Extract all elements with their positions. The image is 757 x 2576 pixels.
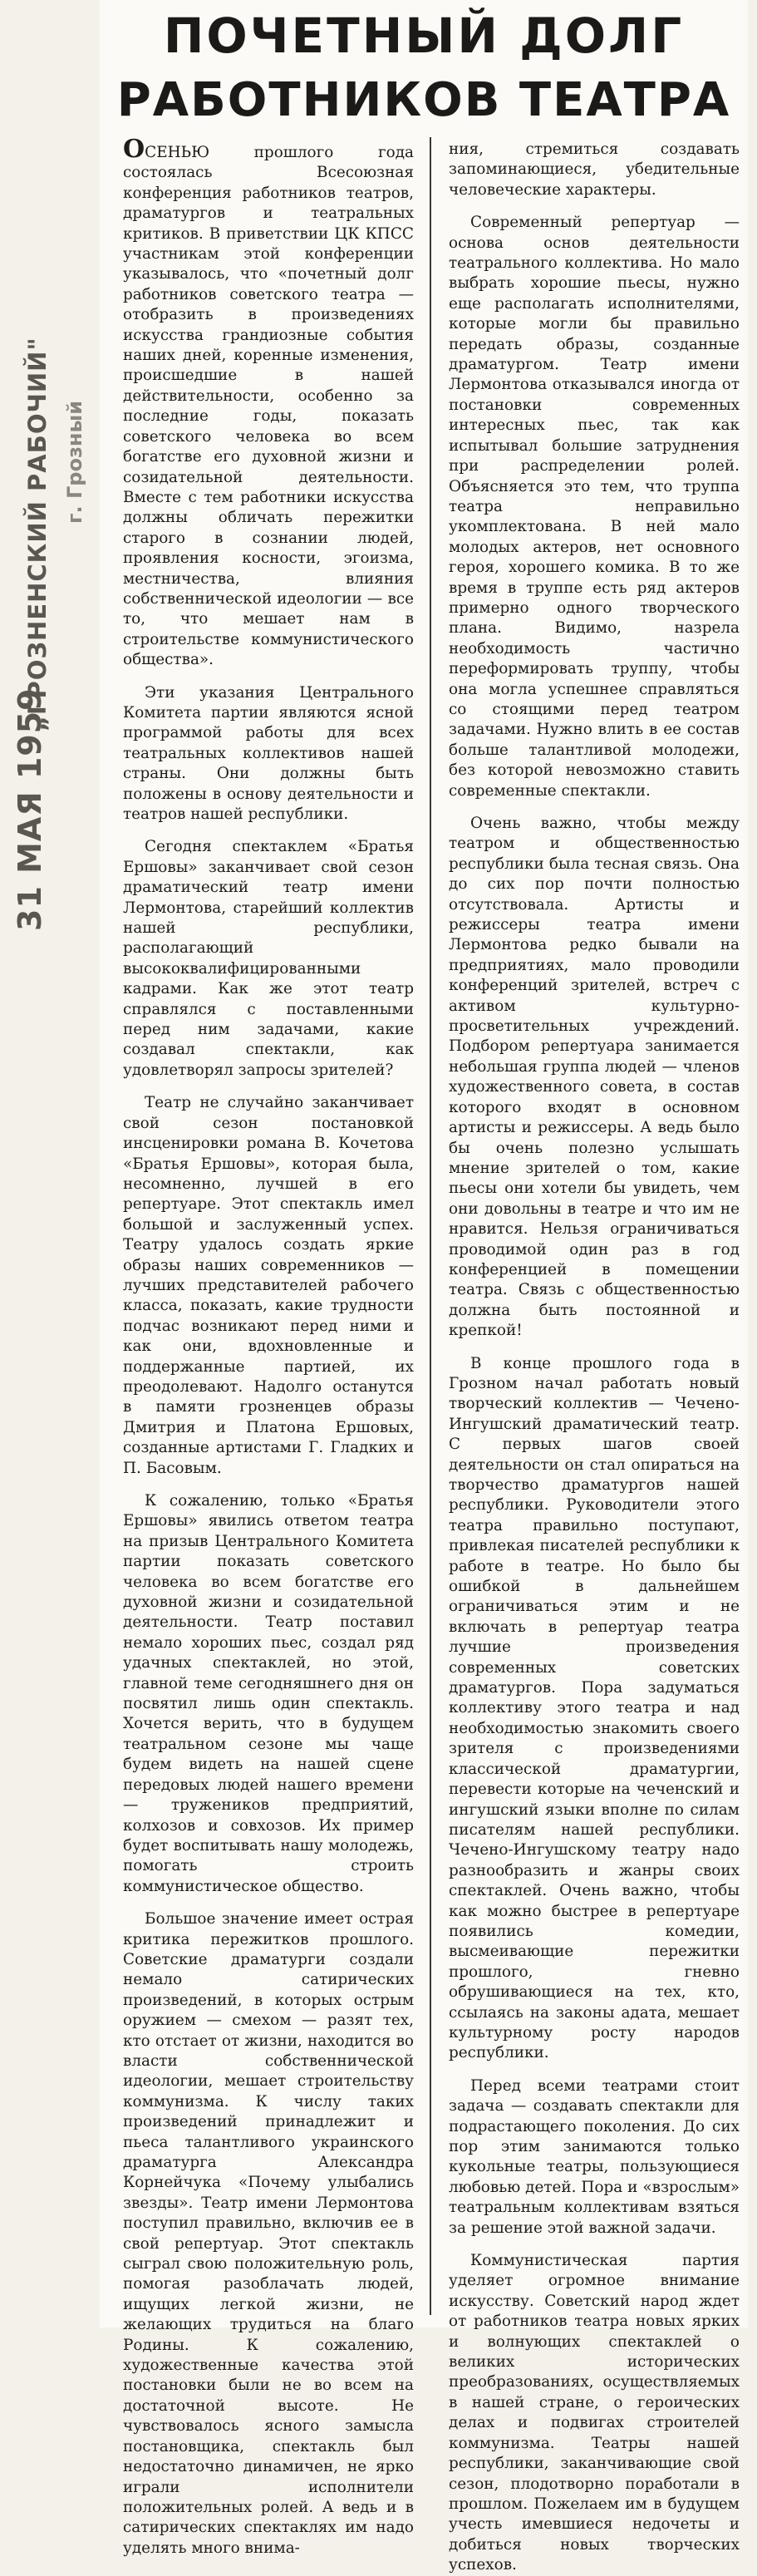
newspaper-clipping [100, 0, 748, 2574]
paragraph: Эти указания Центрального Комитета партии являются ясной программой работы для всех театральных коллективов нашей страны. Они должны быть положены в основу деятельности и театров нашей республики. [123, 683, 414, 823]
paragraph: Очень важно, чтобы между театром и общественностью республики была тесная связь. Она до сих пор почти полностью отсутствовала. Артисты и режиссеры театра имени Лермонтова редко бывали на предприятиях, мало проводили конференций зрителей, встреч с активом культурно-просветительных учреждений. Подбором репертуара занимается небольшая группа людей — членов художественного совета, в состав которого входят в основном артисты и режиссеры. А ведь было бы очень полезно услышать мнение зрителей о том, какие пьесы они хотели бы увидеть, чем они довольны в театре и что им не нравится. Нельзя ограничиваться проводимой один раз в год конференцией в помещении театра. Связь с общественностью должна быть постоянной и крепкой! [449, 815, 740, 1340]
paragraph: В конце прошлого года в Грозном начал работать новый творческий коллектив — Чечено-Ингушский драматический театр. С первых шагов своей деятельности он стал опираться на творчество драматургов нашей республики. Руководители этого театра правильно поступают, привлекая писателей республики к работе в театре. Но было бы ошибкой в дальнейшем ограничиваться этим и не включать в репертуар театра лучшие произведения современных советских драматургов. Пора задуматься коллективу этого театра и над необходимостью знакомить своего зрителя с произведениями классической драматургии, перевести которые на чеченский и ингушский языки вполне по силам писателям нашей республики. Чечено-Ингушскому театру надо разнообразить и жанры своих спектаклей. Очень важно, чтобы как можно быстрее в репертуаре появились комедии, высмеивающие пережитки прошлого, гневно обрушивающиеся на тех, кто, ссылаясь на законы адата, мешает культурному росту народов республики. [449, 1354, 740, 2062]
stamp-city: г. Грозный [63, 400, 86, 524]
headline-line-1: ПОЧЕТНЫЙ ДОЛГ [163, 7, 685, 64]
headline-line-2: РАБОТНИКОВ ТЕАТРА [116, 73, 731, 127]
paragraph: Большое значение имеет острая критика пережитков прошлого. Советские драматурги создали немало сатирических произведений, в которых острым оружием — смехом — разят тех, кто отстает от жизни, находится во власти собственнической идеологии, мешает строительству коммунизма. К числу таких произведений принадлежит и пьеса талантливого украинского драматурга Александра Корнейчука «Почему улыбались звезды». Театр имени Лермонтова поступил правильно, включив ее в свой репертуар. Этот спектакль сыграл свою положительную роль, помогая разоблачать людей, ищущих легкой жизни, не желающих трудиться на благо Родины. К сожалению, художественные качества этой постановки были не во всем на достаточной высоте. Не чувствовалось ясного замысла постановщика, спектакль был недостаточно динамичен, не ярко играли исполнители положительных ролей. А ведь и в сатирических спектаклях им надо уделять много внима- [123, 1910, 414, 2557]
paragraph: Сегодня спектаклем «Братья Ершовы» заканчивает свой сезон драматический театр имени Лермонтова, старейший коллектив нашей республики, располагающий высококвалифицированными кадрами. Как же этот театр справлялся с поставленными перед ним задачами, какие создавал спектакли, как удовлетворял запросы зрителей? [123, 838, 414, 1079]
stamp-date: 31 МАЯ 1959 [12, 687, 48, 931]
paragraph: ния, стремиться создавать запоминающиеся, убедительные человеческие характеры. [449, 140, 740, 199]
paragraph: Современный репертуар — основа основ деятельности театрального коллектива. Но мало выбрать хорошие пьесы, нужно еще располагать исполнителями, которые могли бы правильно передать образы, созданные драматургом. Театр имени Лермонтова отказывался иногда от постановки современных интересных пьес, так как испытывал большие затруднения при распределении ролей. Объясняется это тем, что труппа театра неправильно укомплектована. В ней мало молодых актеров, нет основного героя, хорошего комика. В то же время в труппе есть ряд актеров примерно одного творческого плана. Видимо, назрела необходимость частично переформировать труппу, чтобы она могла успешнее справляться со стоящими перед театром задачами. Нужно влить в ее состав больше талантливой молодежи, без которой невозможно ставить современные спектакли. [449, 214, 740, 800]
paragraph: К сожалению, только «Братья Ершовы» явились ответом театра на призыв Центрального Комитета партии показать советского человека во всем богатстве его духовной жизни и созидательной деятельности. Театр поставил немало хороших пьес, создал ряд удачных спектаклей, но этой, главной теме сегодняшнего дня он посвятил лишь один спектакль. Хочется верить, что в будущем театральном сезоне мы чаще будем видеть на нашей сцене передовых людей нашего времени — тружеников предприятий, колхозов и совхозов. Их пример будет воспитывать нашу молодежь, помогать строить коммунистическое общество. [123, 1492, 414, 1895]
article-column-left [123, 135, 414, 2559]
drop-cap: О [123, 135, 145, 164]
column-divider [430, 137, 431, 2315]
stamp-newspaper-name: „ГРОЗНЕНСКИЙ РАБОЧИЙ" [23, 337, 52, 731]
paragraph: ОСЕНЬЮ прошлого года состоялась Всесоюзная конференция работников театров, драматургов и театральных критиков. В приветствии ЦК КПСС участникам этой конференции указывалось, что «почетный долг работников советского театра — отобразить в произведениях искусства грандиозные события наших дней, коренные изменения, происшедшие в нашей действительности, особенно за последние годы, показать советского человека во всем богатстве его духовной жизни и созидательной деятельности. Вместе с тем работники искусства должны обличать пережитки старого в сознании людей, проявления косности, эгоизма, местничества, влияния собственнической идеологии — все то, что мешает нам в строительстве коммунистического общества». [123, 135, 414, 669]
paragraph: Перед всеми театрами стоит задача — создавать спектакли для подрастающего поколения. До сих пор этим занимаются только кукольные театры, пользующиеся любовью детей. Пора и «взрослым» театральным коллективам взяться за решение этой важной задачи. [449, 2076, 740, 2237]
article-headline [100, 0, 748, 141]
archive-stamp [0, 0, 91, 2327]
paragraph: Коммунистическая партия уделяет огромное внимание искусству. Советский народ ждет от работников театра новых ярких и волнующих спектаклей о великих исторических преобразованиях, осуществляемых в нашей стране, о героических делах и подвигах строителей коммунизма. Театры нашей республики, заканчивающие свой сезон, плодотворно поработали в прошлом. Пожелаем им в будущем учесть имевшиеся недочеты и добиться новых творческих успехов. [449, 2252, 740, 2574]
paragraph: Театр не случайно заканчивает свой сезон постановкой инсценировки романа В. Кочетова «Братья Ершовы», которая была, несомненно, лучшей в его репертуаре. Этот спектакль имел большой и заслуженный успех. Театру удалось создать яркие образы наших современников — лучших представителей рабочего класса, показать, какие трудности подчас возникают перед ними и как они, вдохновленные и поддержанные партией, их преодолевают. Надолго останутся в памяти грозненцев образы Дмитрия и Платона Ершовых, созданные артистами Г. Гладких и П. Басовым. [123, 1094, 414, 1477]
article-column-right [449, 140, 740, 2576]
